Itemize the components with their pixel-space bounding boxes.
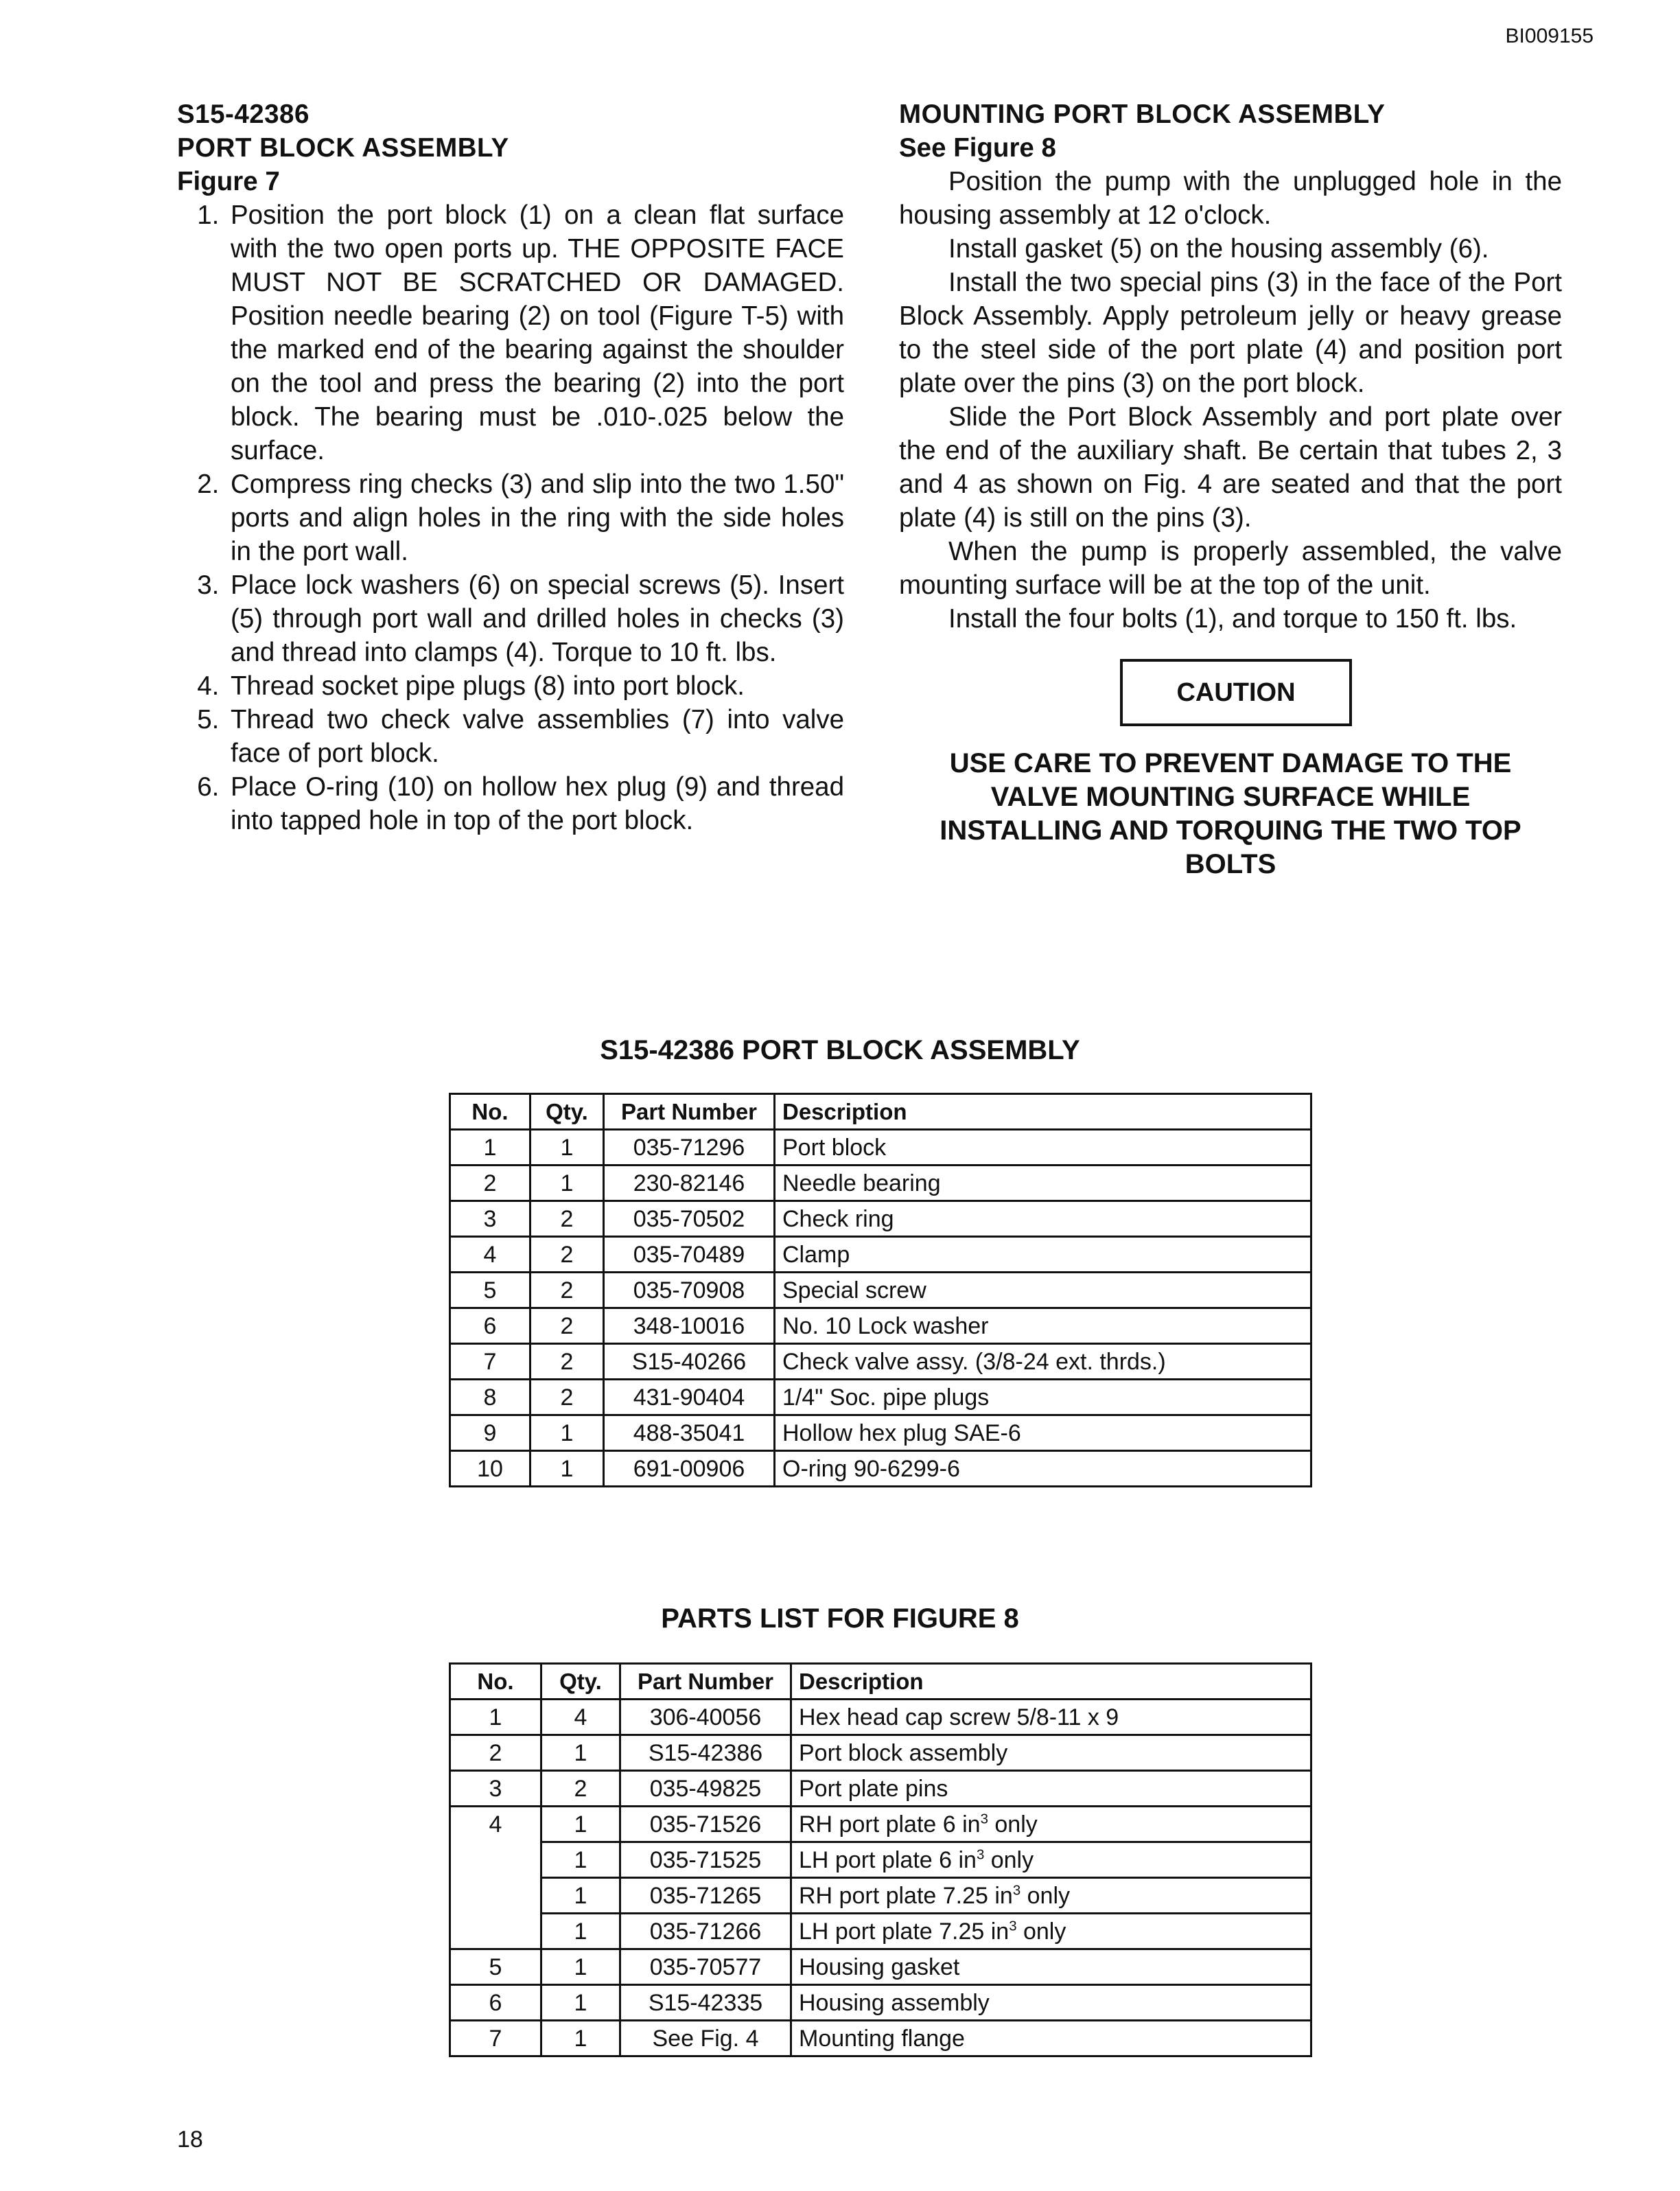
cell-qty: 2 xyxy=(530,1344,604,1380)
cell-part-number: 035-70502 xyxy=(604,1201,775,1237)
cell-no: 1 xyxy=(450,1130,530,1166)
assembly-steps xyxy=(177,198,844,837)
port-block-assembly-section xyxy=(177,97,844,837)
cell-qty: 1 xyxy=(530,1415,604,1451)
cell-qty: 2 xyxy=(530,1308,604,1344)
cell-qty: 1 xyxy=(541,1914,620,1949)
cell-description xyxy=(791,1914,1311,1949)
cell-no: 9 xyxy=(450,1415,530,1451)
cell-qty: 1 xyxy=(541,1878,620,1914)
cell-description: Check ring xyxy=(775,1201,1311,1237)
cell-qty: 1 xyxy=(541,2021,620,2056)
cell-no: 2 xyxy=(450,1735,541,1771)
cell-description xyxy=(791,1842,1311,1878)
cell-description xyxy=(791,1807,1311,1842)
col-qty: Qty. xyxy=(541,1664,620,1700)
step-4: 4. Thread socket pipe plugs (8) into port block. xyxy=(226,669,844,703)
cell-description: Clamp xyxy=(775,1237,1311,1273)
table-row xyxy=(450,1842,1311,1878)
description-text: Housing assembly xyxy=(799,1989,990,2016)
cell-no: 2 xyxy=(450,1166,530,1201)
description-text: LH port plate 6 in xyxy=(799,1846,977,1873)
cell-part-number: S15-42335 xyxy=(620,1985,791,2021)
cell-no: 5 xyxy=(450,1949,541,1985)
table-row xyxy=(450,1878,1311,1914)
cell-part-number: 035-71266 xyxy=(620,1914,791,1949)
cell-part-number: 035-71525 xyxy=(620,1842,791,1878)
col-no: No. xyxy=(450,1664,541,1700)
caution-label: CAUTION xyxy=(1120,659,1352,726)
cell-description xyxy=(791,2021,1311,2056)
cell-no xyxy=(450,1842,541,1878)
cell-part-number: 691-00906 xyxy=(604,1451,775,1487)
mounting-para-4: Slide the Port Block Assembly and port plate over the end of the auxiliary shaft. Be certain that tubes 2, 3 and 4 as shown on Fig. 4 are seated and that the port plate (4) is still on the pins (3). xyxy=(899,402,1562,533)
cell-part-number: 431-90404 xyxy=(604,1380,775,1415)
cell-qty: 1 xyxy=(530,1451,604,1487)
cell-qty: 1 xyxy=(541,1985,620,2021)
table-row xyxy=(450,1451,1311,1487)
cell-part-number: 348-10016 xyxy=(604,1308,775,1344)
description-text: Port plate pins xyxy=(799,1775,948,1802)
table-row xyxy=(450,1344,1311,1380)
mounting-para-1: Position the pump with the unplugged hole in the housing assembly at 12 o'clock. xyxy=(899,167,1562,230)
mounting-title: MOUNTING PORT BLOCK ASSEMBLY xyxy=(899,100,1386,129)
description-suffix: only xyxy=(984,1846,1034,1873)
cell-no xyxy=(450,1914,541,1949)
cell-description: No. 10 Lock washer xyxy=(775,1308,1311,1344)
cell-description xyxy=(791,1949,1311,1985)
cell-no: 5 xyxy=(450,1273,530,1308)
table-row xyxy=(450,1914,1311,1949)
cell-qty: 1 xyxy=(530,1166,604,1201)
table-row xyxy=(450,1130,1311,1166)
section-part-number: S15-42386 xyxy=(177,100,310,129)
description-text: Housing gasket xyxy=(799,1954,960,1980)
cell-no: 7 xyxy=(450,2021,541,2056)
cell-no: 6 xyxy=(450,1308,530,1344)
cell-part-number: 306-40056 xyxy=(620,1700,791,1735)
caution-text: USE CARE TO PREVENT DAMAGE TO THE VALVE MOUNTING SURFACE WHILE INSTALLING AND TORQUING THE TWO TOP BOLTS xyxy=(940,748,1521,879)
mounting-port-block-section xyxy=(899,97,1562,881)
table1-title: S15-42386 PORT BLOCK ASSEMBLY xyxy=(600,1035,1080,1065)
cell-no: 1 xyxy=(450,1700,541,1735)
cell-qty: 2 xyxy=(530,1237,604,1273)
section-figure-ref: Figure 7 xyxy=(177,167,280,196)
description-text: RH port plate 6 in xyxy=(799,1811,981,1838)
mounting-para-6: Install the four bolts (1), and torque to 150 ft. lbs. xyxy=(948,604,1517,634)
cubic-superscript: 3 xyxy=(980,1811,988,1827)
cell-part-number: S15-42386 xyxy=(620,1735,791,1771)
cell-part-number: See Fig. 4 xyxy=(620,2021,791,2056)
description-text: Hex head cap screw 5/8-11 x 9 xyxy=(799,1704,1119,1730)
mounting-para-5: When the pump is properly assembled, the valve mounting surface will be at the top of the unit. xyxy=(899,537,1562,600)
table-row xyxy=(450,1237,1311,1273)
cubic-superscript: 3 xyxy=(1009,1918,1017,1934)
cell-qty: 2 xyxy=(530,1201,604,1237)
cell-description xyxy=(791,1985,1311,2021)
table-row xyxy=(450,1380,1311,1415)
cell-qty: 1 xyxy=(541,1949,620,1985)
port-block-parts-table xyxy=(449,1093,1312,1487)
col-description: Description xyxy=(791,1664,1311,1700)
step-5: 5. Thread two check valve assemblies (7) into valve face of port block. xyxy=(226,703,844,770)
figure8-parts-table xyxy=(449,1662,1312,2057)
cubic-superscript: 3 xyxy=(976,1847,985,1863)
description-suffix: only xyxy=(1020,1882,1071,1909)
cell-description: Special screw xyxy=(775,1273,1311,1308)
cell-description xyxy=(791,1700,1311,1735)
cell-part-number: 230-82146 xyxy=(604,1166,775,1201)
table-row xyxy=(450,1201,1311,1237)
cell-part-number: 035-71265 xyxy=(620,1878,791,1914)
cell-no: 4 xyxy=(450,1237,530,1273)
col-part-number: Part Number xyxy=(604,1094,775,1130)
mounting-para-2: Install gasket (5) on the housing assembly (6). xyxy=(948,234,1489,264)
col-no: No. xyxy=(450,1094,530,1130)
description-suffix: only xyxy=(988,1811,1038,1838)
document-id: BI009155 xyxy=(1505,25,1594,47)
description-text: Port block assembly xyxy=(799,1739,1008,1766)
cell-qty: 4 xyxy=(541,1700,620,1735)
mounting-figure-ref: See Figure 8 xyxy=(899,133,1056,163)
cell-qty: 1 xyxy=(541,1807,620,1842)
cell-no: 4 xyxy=(450,1807,541,1842)
table-row xyxy=(450,1985,1311,2021)
cell-description: Check valve assy. (3/8-24 ext. thrds.) xyxy=(775,1344,1311,1380)
step-6: 6. Place O-ring (10) on hollow hex plug (9) and thread into tapped hole in top of the port block. xyxy=(226,770,844,837)
cell-description: Hollow hex plug SAE-6 xyxy=(775,1415,1311,1451)
cell-description xyxy=(791,1735,1311,1771)
cell-no: 3 xyxy=(450,1201,530,1237)
table-row xyxy=(450,1771,1311,1807)
table-header-row xyxy=(450,1664,1311,1700)
step-1: 1. Position the port block (1) on a clean flat surface with the two open ports up. THE OPPOSITE FACE MUST NOT BE SCRATCHED OR DAMAGED. Position needle bearing (2) on tool (Figure T-5) with the marked end of the bearing against the shoulder on the tool and press the bearing (2) into the port block. The bearing must be .010-.025 below the surface. xyxy=(226,198,844,467)
table-row xyxy=(450,1807,1311,1842)
table-row xyxy=(450,1415,1311,1451)
cell-qty: 1 xyxy=(541,1842,620,1878)
cell-description xyxy=(791,1771,1311,1807)
cell-no: 6 xyxy=(450,1985,541,2021)
table-header-row xyxy=(450,1094,1311,1130)
col-description: Description xyxy=(775,1094,1311,1130)
col-part-number: Part Number xyxy=(620,1664,791,1700)
col-qty: Qty. xyxy=(530,1094,604,1130)
cell-part-number: 035-70908 xyxy=(604,1273,775,1308)
cell-part-number: 035-49825 xyxy=(620,1771,791,1807)
page-number: 18 xyxy=(177,2126,203,2153)
cell-no: 3 xyxy=(450,1771,541,1807)
cell-part-number: S15-40266 xyxy=(604,1344,775,1380)
cell-qty: 2 xyxy=(530,1273,604,1308)
table-row xyxy=(450,2021,1311,2056)
cubic-superscript: 3 xyxy=(1012,1883,1021,1899)
table-row xyxy=(450,1700,1311,1735)
cell-qty: 2 xyxy=(530,1380,604,1415)
cell-description: 1/4" Soc. pipe plugs xyxy=(775,1380,1311,1415)
cell-no: 8 xyxy=(450,1380,530,1415)
step-2: 2. Compress ring checks (3) and slip into the two 1.50" ports and align holes in the ring with the side holes in the port wall. xyxy=(226,467,844,568)
cell-part-number: 035-71296 xyxy=(604,1130,775,1166)
cell-part-number: 035-70577 xyxy=(620,1949,791,1985)
cell-description: Needle bearing xyxy=(775,1166,1311,1201)
table-row xyxy=(450,1308,1311,1344)
cell-description: Port block xyxy=(775,1130,1311,1166)
description-text: Mounting flange xyxy=(799,2025,965,2052)
cell-description: O-ring 90-6299-6 xyxy=(775,1451,1311,1487)
table-row xyxy=(450,1735,1311,1771)
cell-description xyxy=(791,1878,1311,1914)
cell-part-number: 035-71526 xyxy=(620,1807,791,1842)
table-row xyxy=(450,1273,1311,1308)
cell-no: 7 xyxy=(450,1344,530,1380)
cell-qty: 1 xyxy=(541,1735,620,1771)
description-suffix: only xyxy=(1016,1918,1066,1945)
description-text: RH port plate 7.25 in xyxy=(799,1882,1013,1909)
mounting-para-3: Install the two special pins (3) in the face of the Port Block Assembly. Apply petroleum jelly or heavy grease to the steel side of the port plate (4) and position port plate over the pins (3) on the port block. xyxy=(899,268,1562,398)
cell-qty: 1 xyxy=(530,1130,604,1166)
cell-part-number: 035-70489 xyxy=(604,1237,775,1273)
table2-title: PARTS LIST FOR FIGURE 8 xyxy=(661,1603,1019,1634)
cell-no: 10 xyxy=(450,1451,530,1487)
cell-part-number: 488-35041 xyxy=(604,1415,775,1451)
table-row xyxy=(450,1949,1311,1985)
table-row xyxy=(450,1166,1311,1201)
section-title: PORT BLOCK ASSEMBLY xyxy=(177,133,509,163)
step-3: 3. Place lock washers (6) on special screws (5). Insert (5) through port wall and drilled holes in checks (3) and thread into clamps (4). Torque to 10 ft. lbs. xyxy=(226,568,844,669)
description-text: LH port plate 7.25 in xyxy=(799,1918,1010,1945)
cell-qty: 2 xyxy=(541,1771,620,1807)
cell-no xyxy=(450,1878,541,1914)
